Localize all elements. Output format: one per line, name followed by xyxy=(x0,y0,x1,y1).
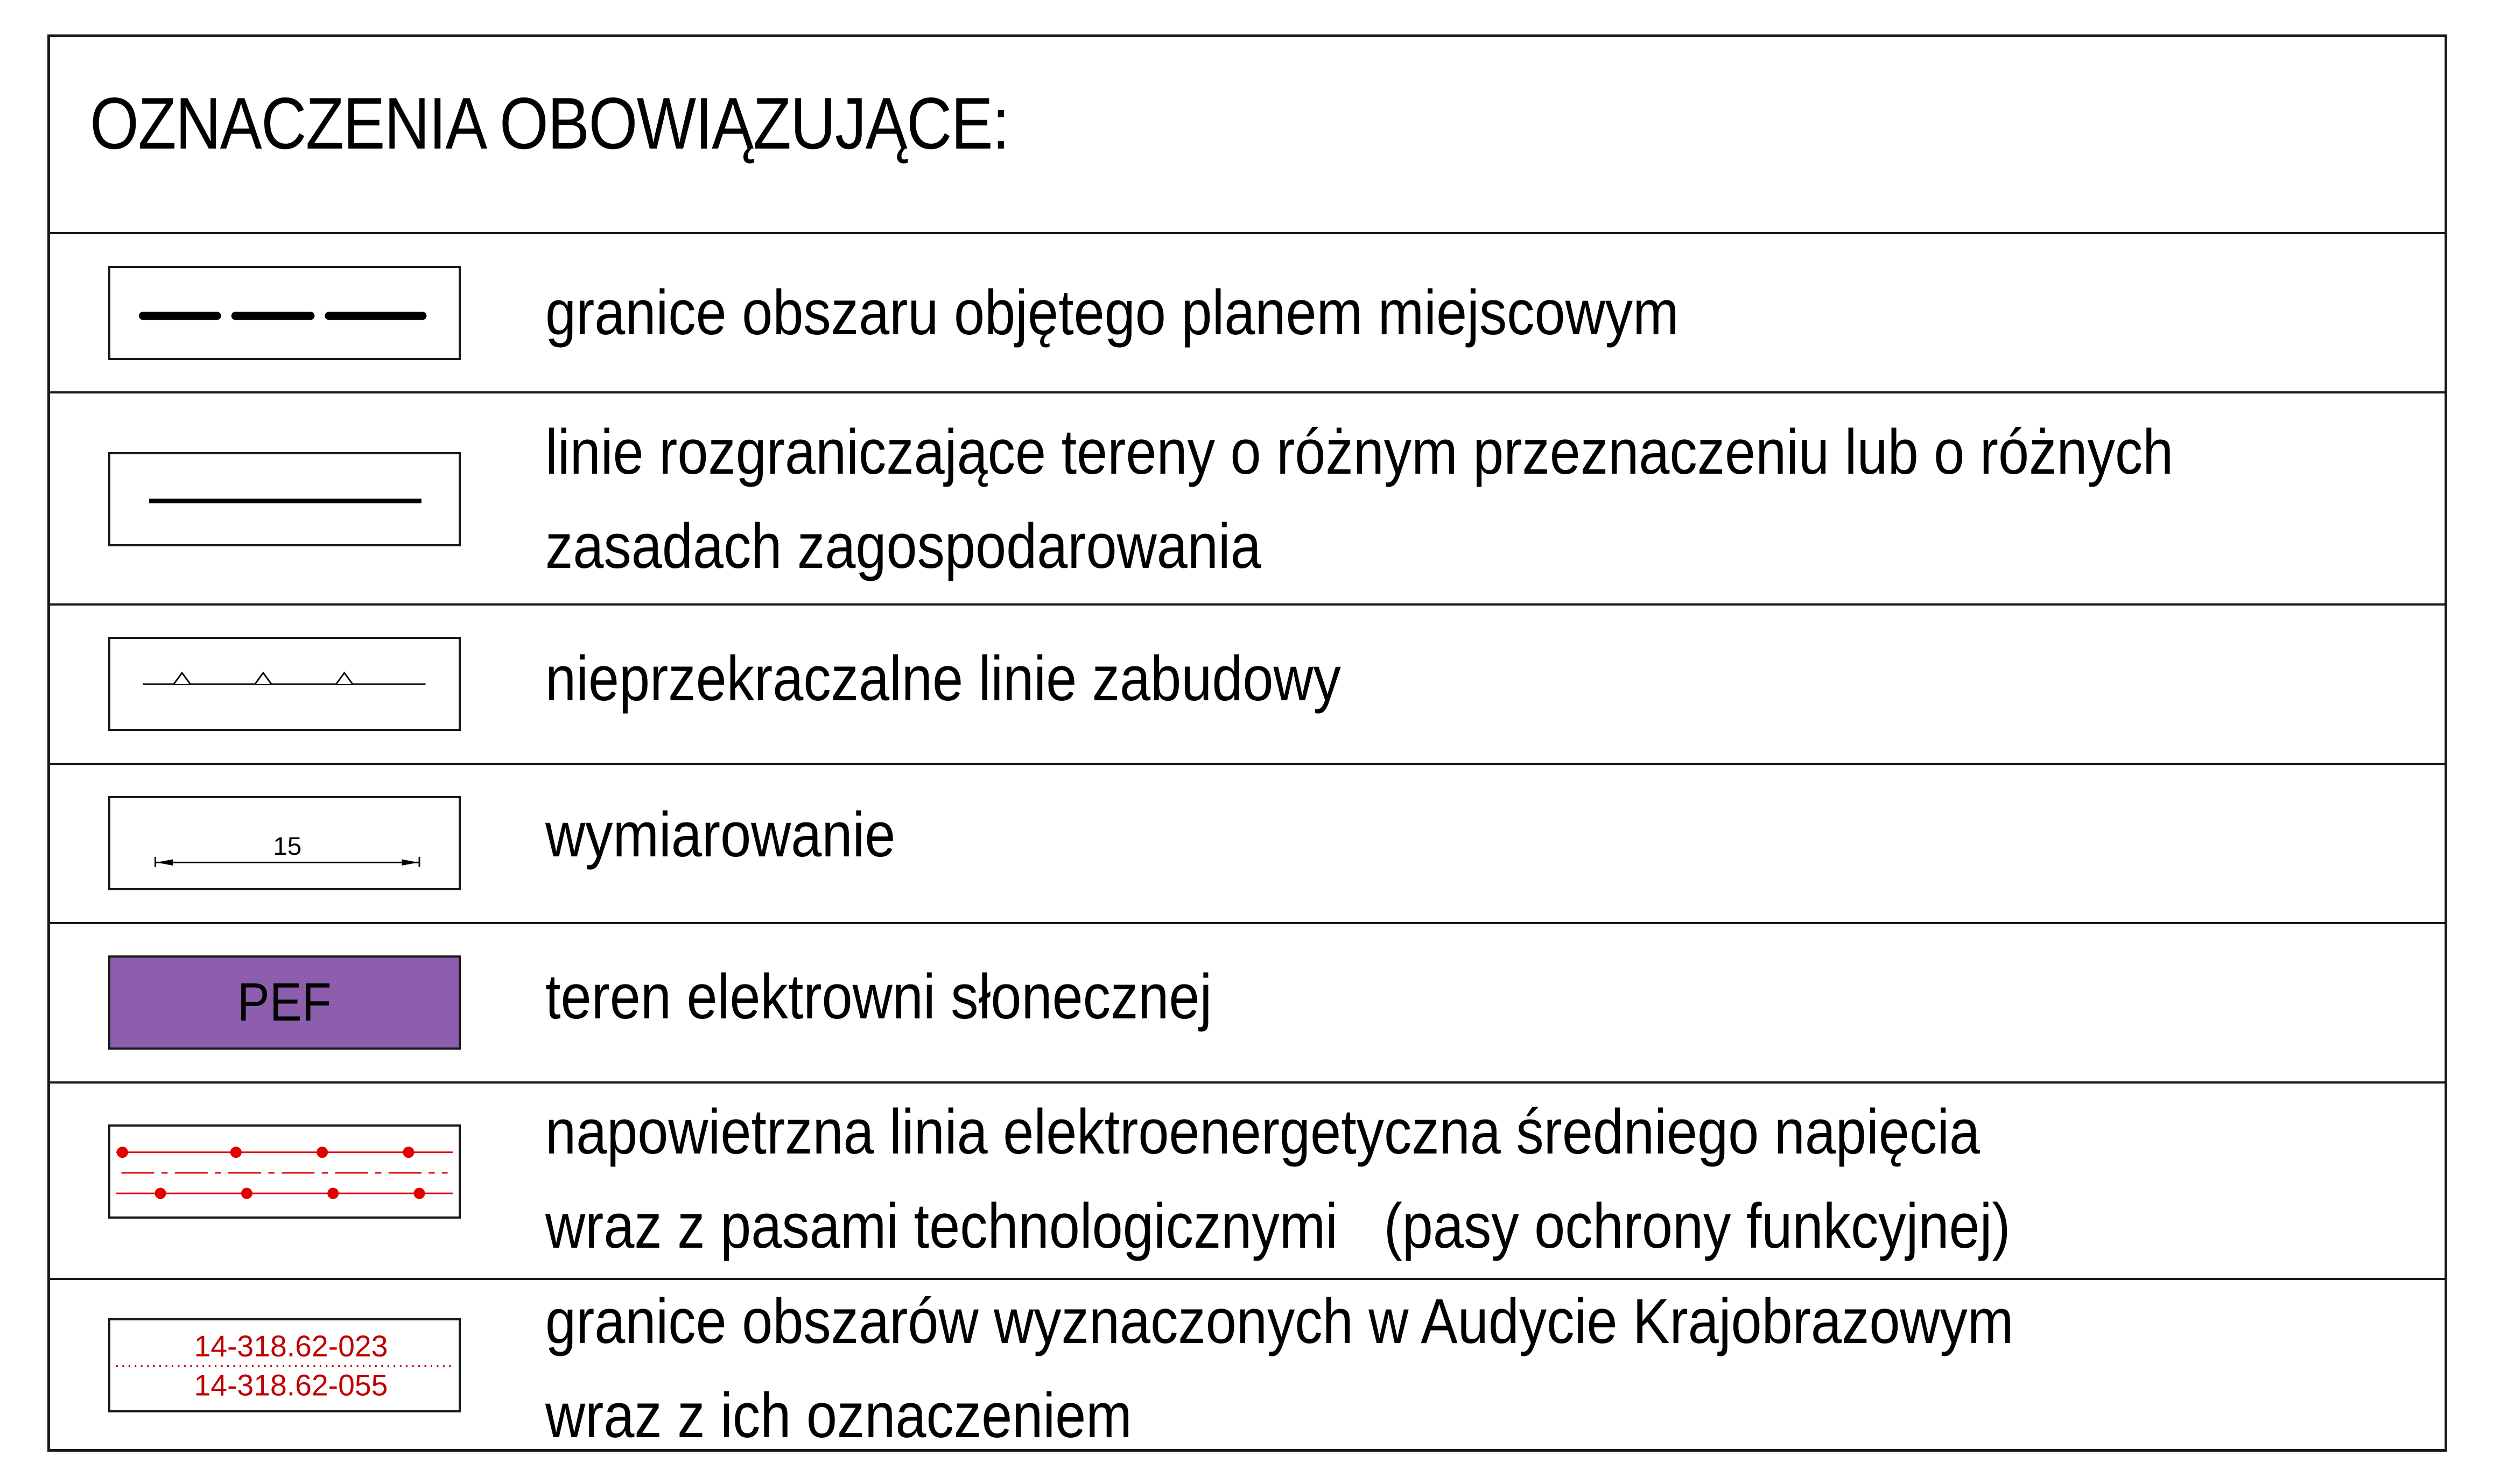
legend-header xyxy=(50,37,2445,232)
area-code-top: 14-318.62-023 xyxy=(194,1329,388,1363)
legend-row-dimension xyxy=(50,763,2445,922)
legend-row-power-line xyxy=(50,1081,2445,1278)
desc-line: napowietrzna linia elektroenergetyczna średniego napięcia xyxy=(545,1096,1981,1167)
legend-title: OZNACZENIA OBOWIĄZUJĄCE: xyxy=(90,82,1009,164)
pef-label: PEF xyxy=(237,972,332,1032)
landscape-audit-boundary-icon xyxy=(110,1320,459,1410)
legend-desc-landscape-audit xyxy=(545,1275,2013,1463)
building-line-symbol xyxy=(108,637,461,731)
desc-line: nieprzekraczalne linie zabudowy xyxy=(545,643,1341,714)
desc-line: zasadach zagospodarowania xyxy=(545,511,1261,582)
legend-desc-building-lines xyxy=(545,632,1341,726)
thick-dashed-line-symbol xyxy=(108,266,461,360)
building-line-icon xyxy=(110,639,459,729)
legend-row-solar-plant xyxy=(50,922,2445,1081)
legend-desc-plan-boundary xyxy=(545,266,1679,360)
power-line-symbol xyxy=(108,1124,461,1219)
area-code-bottom: 14-318.62-055 xyxy=(194,1368,388,1402)
legend-table xyxy=(47,34,2447,1452)
legend-row-plan-boundary xyxy=(50,232,2445,391)
legend-row-building-lines xyxy=(50,603,2445,763)
solid-line-icon xyxy=(110,454,459,544)
solid-line-symbol xyxy=(108,452,461,546)
desc-line: wraz z ich oznaczeniem xyxy=(545,1380,1132,1451)
legend-desc-power-line xyxy=(545,1085,2011,1274)
desc-line: granice obszaru objętego planem miejscowym xyxy=(545,277,1679,348)
legend-desc-solar-plant xyxy=(545,950,1212,1044)
solar-plant-area-symbol xyxy=(108,955,461,1050)
desc-line: granice obszarów wyznaczonych w Audycie Krajobrazowym xyxy=(545,1286,2014,1357)
desc-line: wraz z pasami technologicznymi (pasy ochrony funkcyjnej) xyxy=(545,1191,2011,1262)
legend-desc-dimension xyxy=(545,788,895,882)
legend-row-landscape-audit xyxy=(50,1278,2445,1454)
landscape-audit-symbol xyxy=(108,1318,461,1412)
dimension-line-symbol xyxy=(108,796,461,890)
dimension-value-label: 15 xyxy=(273,832,302,861)
legend-desc-demarcation-lines xyxy=(545,405,2173,594)
thick-dashed-line-icon xyxy=(110,268,459,358)
desc-line: teren elektrowni słonecznej xyxy=(545,961,1212,1032)
desc-line: linie rozgraniczające tereny o różnym przeznaczeniu lub o różnych xyxy=(545,417,2174,488)
desc-line: wymiarowanie xyxy=(545,799,896,870)
legend-row-demarcation-lines xyxy=(50,391,2445,603)
dimension-line-icon xyxy=(110,798,459,888)
power-line-icon xyxy=(110,1127,459,1216)
